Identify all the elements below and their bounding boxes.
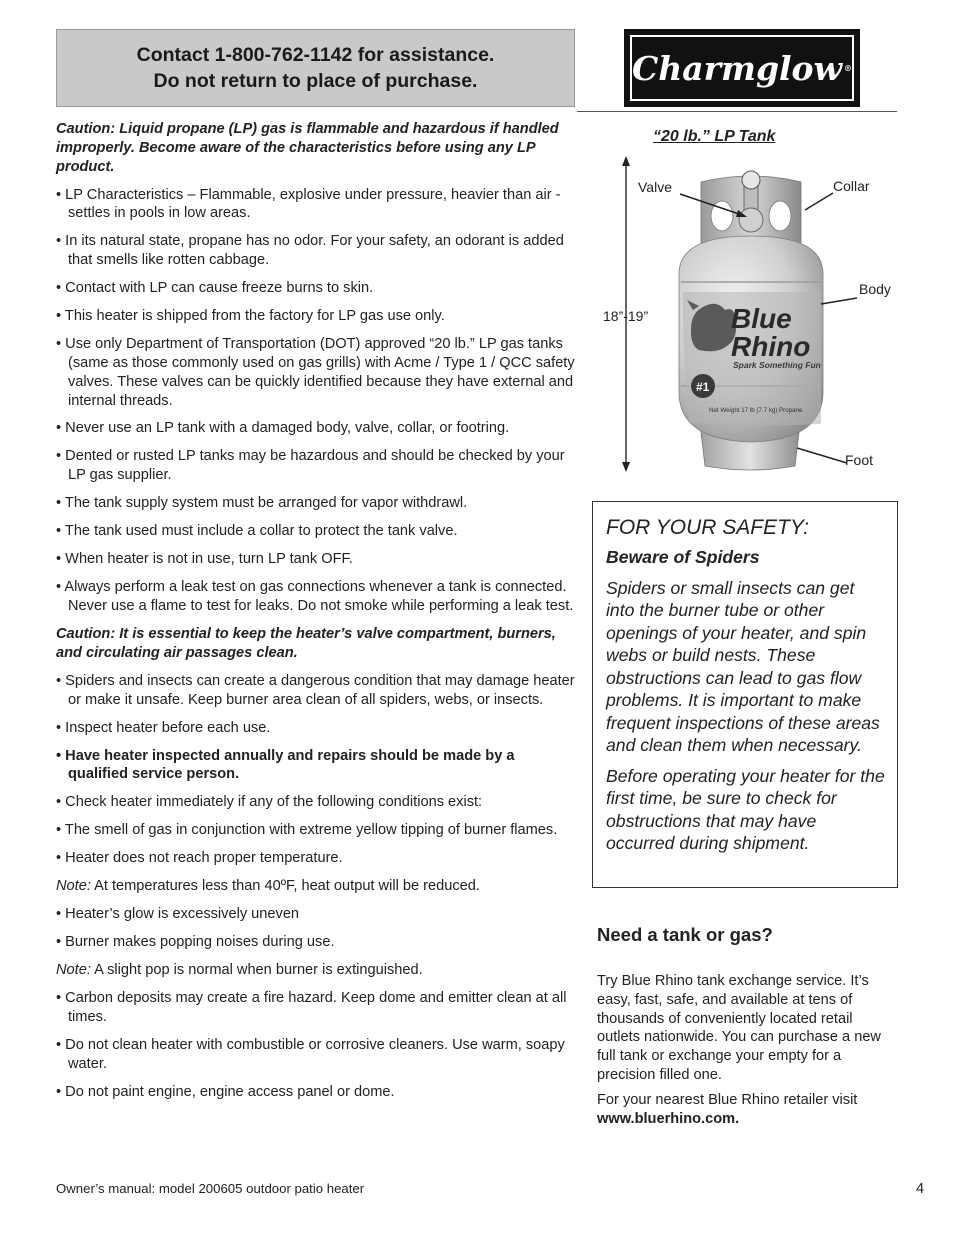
- page-number: 4: [916, 1181, 925, 1197]
- tank-exchange-text: [597, 972, 899, 1134]
- net-weight-text: Net Weight 17 lb (7.7 kg) Propane: [709, 407, 803, 414]
- body-callout-line: [821, 298, 857, 304]
- collar-hole-right: [769, 201, 791, 231]
- foot-callout-line: [797, 448, 847, 463]
- retailer-paragraph: [597, 1091, 899, 1129]
- bluerhino-link[interactable]: www.bluerhino.com.: [597, 1110, 740, 1127]
- list-item: • When heater is not in use, turn LP tank OFF.: [56, 551, 353, 568]
- safety-instructions-column: [56, 120, 576, 1111]
- list-item: • In its natural state, propane has no odor. For your safety, an odorant is added that smells like rotten cabbage.: [56, 233, 564, 269]
- list-item: • This heater is shipped from the factory for LP gas use only.: [56, 308, 445, 325]
- rhino-mascot: [691, 304, 736, 352]
- tank-heading: Need a tank or gas?: [597, 924, 773, 945]
- list-item: • Do not paint engine, engine access panel or dome.: [56, 1083, 395, 1100]
- footer-text: Owner’s manual: model 200605 outdoor patio heater: [56, 1181, 365, 1196]
- list-item: • Spiders and insects can create a dangerous condition that may damage heater or make it unsafe. Keep burner area clean of all spiders, webs, or insects.: [56, 672, 575, 708]
- collar-callout-line: [805, 193, 833, 210]
- lp-caution: Caution: Liquid propane (LP) gas is flammable and hazardous if handled improperly. Become aware of the characteristics before using any LP product.: [56, 121, 559, 175]
- safety-title: FOR YOUR SAFETY:: [606, 516, 810, 539]
- safety-subtitle: Beware of Spiders: [606, 547, 760, 567]
- pop-note: [56, 961, 576, 980]
- note-label: Note:: [56, 878, 91, 895]
- logo-registered-mark: ®: [843, 63, 852, 73]
- dimension-arrow-bottom: [622, 462, 630, 472]
- note-text: At temperatures less than 40ºF, heat output will be reduced.: [90, 878, 480, 895]
- logo-text: Charmglow: [632, 48, 842, 88]
- logo-frame: [630, 35, 854, 101]
- temperature-note: [56, 877, 576, 896]
- for-your-safety-box: [592, 501, 898, 888]
- tank-valve-body: [739, 208, 763, 232]
- list-item: • Inspect heater before each use.: [56, 719, 271, 736]
- foot-label: Foot: [845, 452, 874, 468]
- dimension-arrow-top: [622, 156, 630, 166]
- list-item: • The tank used must include a collar to protect the tank valve.: [56, 523, 458, 540]
- contact-line-1: Contact 1-800-762-1142 for assistance.: [136, 44, 495, 66]
- tank-paragraph: Try Blue Rhino tank exchange service. It’s easy, fast, safe, and available at tens of thousands of conveniently located retail outlets nationwide. You can purchase a new full tank or exchange your empty for a precision filled one.: [597, 973, 881, 1083]
- list-item: • Have heater inspected annually and repairs should be made by a qualified service person.: [56, 747, 515, 783]
- list-item: • LP Characteristics – Flammable, explosive under pressure, heavier than air - settles in pools in low areas.: [56, 186, 561, 222]
- list-item: • Check heater immediately if any of the following conditions exist:: [56, 794, 483, 811]
- body-label: Body: [859, 281, 891, 297]
- contact-line-2: Do not return to place of purchase.: [153, 70, 478, 92]
- list-item: • Dented or rusted LP tanks may be hazardous and should be checked by your LP gas supplier.: [56, 448, 565, 484]
- brand-tagline-text: Spark Something Fun: [733, 360, 821, 370]
- brand-blue-text: Blue: [731, 303, 792, 334]
- valve-label: Valve: [638, 179, 672, 195]
- note-label: Note:: [56, 962, 91, 979]
- brand-rhino-text: Rhino: [731, 331, 811, 362]
- charmglow-logo: [624, 29, 860, 107]
- list-item: • Contact with LP can cause freeze burns to skin.: [56, 280, 374, 297]
- list-item: • Use only Department of Transportation (DOT) approved “20 lb.” LP gas tanks (same as those commonly used on gas grills) with Acme / Type 1 / QCC safety valves. These valves can be quickly identified because they have external and internal threads.: [56, 336, 575, 409]
- figure-title: “20 lb.” LP Tank: [653, 128, 776, 145]
- safety-paragraph: Spiders or small insects can get into the burner tube or other openings of your heater, and spin webs or build nests. These obstructions can lead to gas flow problems. It is important to make frequent inspections of these areas and clean them when necessary.: [606, 577, 880, 755]
- list-item: • Heater’s glow is excessively uneven: [56, 906, 300, 923]
- safety-paragraph: Before operating your heater for the first time, be sure to check for obstructions that may have occurred during shipment.: [606, 765, 885, 853]
- badge-text: #1: [696, 380, 710, 394]
- list-item: • Never use an LP tank with a damaged body, valve, collar, or footring.: [56, 420, 510, 437]
- list-item: • The smell of gas in conjunction with extreme yellow tipping of burner flames.: [56, 822, 558, 839]
- contact-banner: [56, 29, 575, 107]
- list-item: • Heater does not reach proper temperature.: [56, 850, 343, 867]
- collar-label: Collar: [833, 178, 870, 194]
- header-rule: [577, 111, 897, 112]
- list-item: • Burner makes popping noises during use.: [56, 934, 335, 951]
- lp-tank-figure: [595, 124, 900, 484]
- note-text: A slight pop is normal when burner is extinguished.: [90, 962, 423, 979]
- height-label: 18”-19”: [603, 308, 649, 324]
- list-item: • Always perform a leak test on gas connections whenever a tank is connected. Never use a flame to test for leaks. Do not smoke while performing a leak test.: [56, 579, 574, 614]
- maintenance-caution: Caution: It is essential to keep the heater’s valve compartment, burners, and circulating air passages clean.: [56, 625, 556, 661]
- list-item: • Do not clean heater with combustible or corrosive cleaners. Use warm, soapy water.: [56, 1036, 565, 1072]
- list-item: • The tank supply system must be arranged for vapor withdrawl.: [56, 495, 468, 512]
- tank-valve-knob: [742, 171, 760, 189]
- retailer-text: For your nearest Blue Rhino retailer visit: [597, 1091, 858, 1108]
- list-item: • Carbon deposits may create a fire hazard. Keep dome and emitter clean at all times.: [56, 990, 567, 1025]
